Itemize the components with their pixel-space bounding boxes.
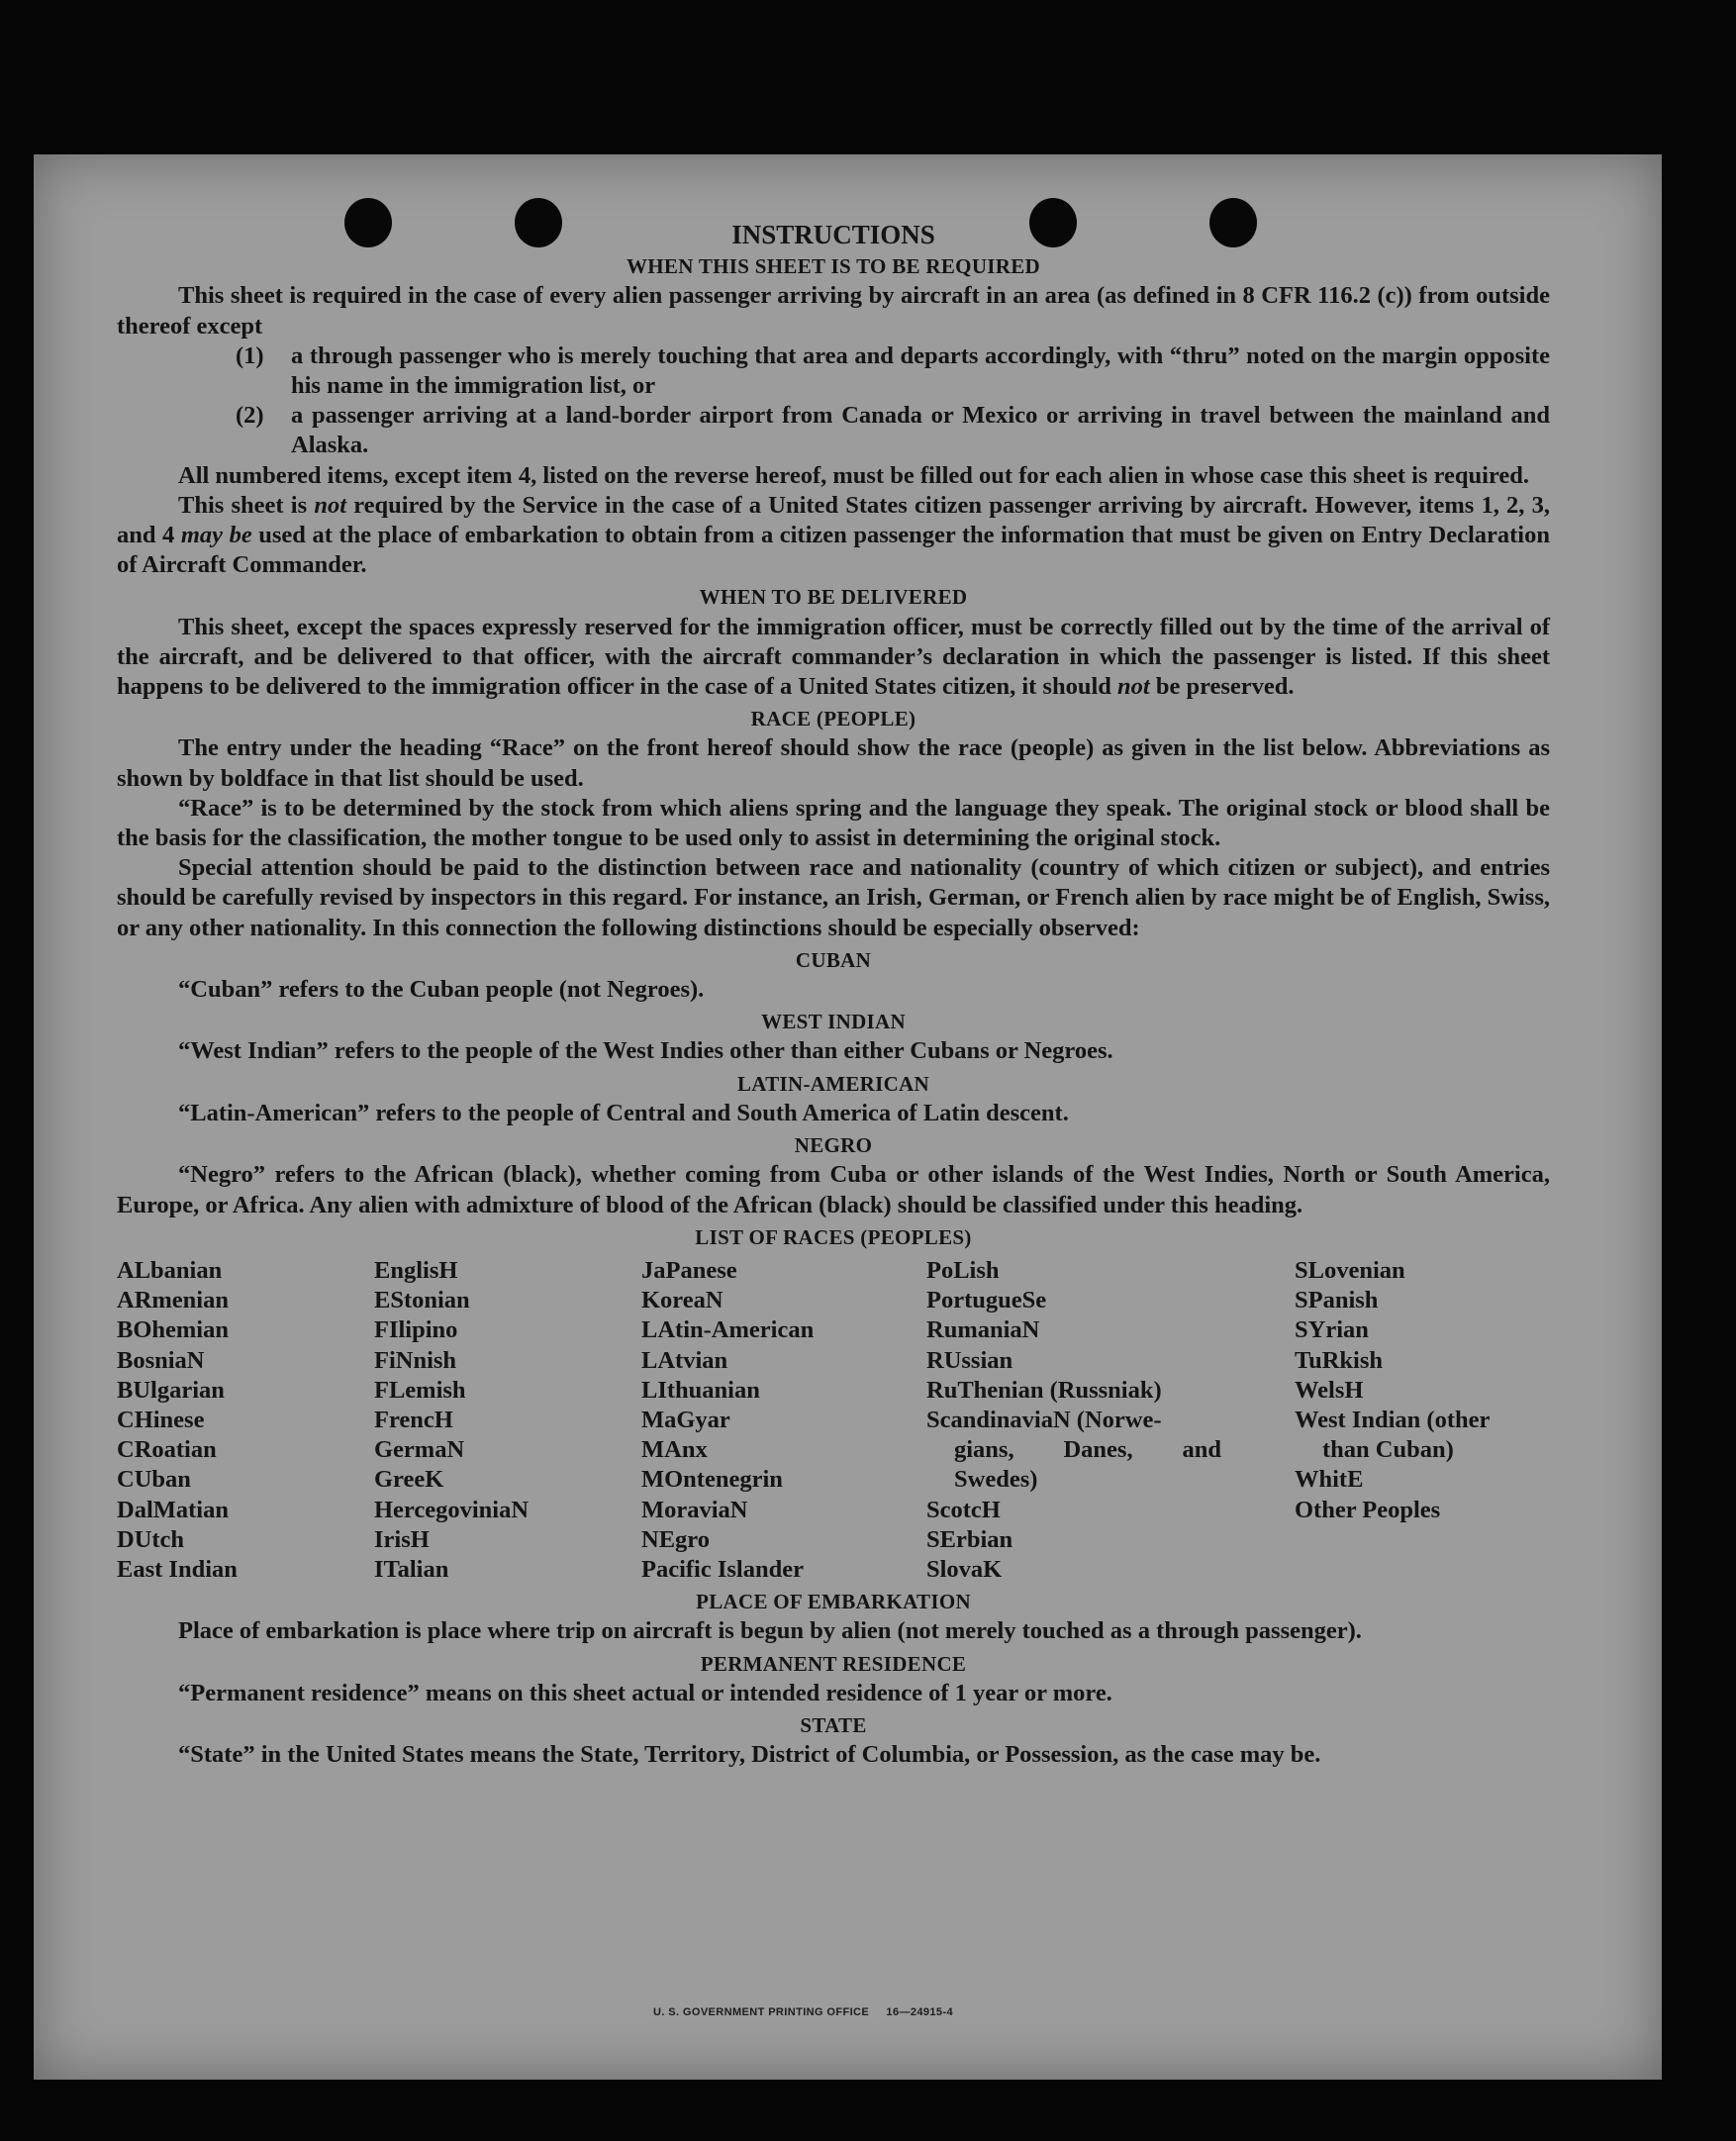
emphasis: not	[1117, 673, 1150, 701]
list-item-line: than Cuban)	[1322, 1436, 1454, 1464]
list-item: TuRkish	[1295, 1346, 1384, 1374]
list-item: SLovenian	[1295, 1256, 1405, 1284]
list-item: FrencH	[374, 1406, 453, 1433]
race-column-3	[641, 1256, 926, 1585]
item-text: a through passenger who is merely touching that area and departs accordingly, with “thru” noted on the margin opposite his name in the immigration list, or	[291, 341, 1550, 400]
text-run: used at the place of embarkation to obtain from a citizen passenger the information that must be given on Entry Declaration of Aircraft Commander.	[117, 522, 1550, 579]
list-item: RuThenian (Russniak)	[926, 1376, 1162, 1404]
list-item: HercegoviniaN	[374, 1496, 530, 1523]
item-text: a passenger arriving at a land-border airport from Canada or Mexico or arriving in travel between the mainland and Alaska.	[291, 402, 1550, 459]
list-item: WelsH	[1295, 1376, 1364, 1404]
list-item: BOhemian	[117, 1316, 229, 1344]
heading-negro: NEGRO	[794, 1133, 873, 1158]
paragraph: Place of embarkation is place where trip on aircraft is begun by alien (not merely touched as a through passenger).	[178, 1617, 1362, 1645]
list-item: MAnx	[641, 1436, 708, 1464]
list-item: FLemish	[374, 1376, 466, 1404]
list-item-line: West Indian (other	[1295, 1406, 1491, 1433]
list-item: CHinese	[117, 1406, 205, 1433]
heading-west-indian: WEST INDIAN	[761, 1010, 906, 1034]
list-item: CUban	[117, 1466, 191, 1494]
heading-race: RACE (PEOPLE)	[750, 707, 916, 731]
text-run: required by the Service in the case of a United States citizen passenger arriving by aircraft. However, items 1, 2, 3, and 4	[117, 491, 1551, 549]
paragraph: “Negro” refers to the African (black), whether coming from Cuba or other islands of the West Indies, North or South America, Europe, or Africa. Any alien with admixture of blood of the African (black) should be classified under this heading.	[117, 1161, 1550, 1218]
list-item: MaGyar	[641, 1406, 730, 1433]
paragraph: “Race” is to be determined by the stock from which aliens spring and the language they speak. The original stock or blood shall be the basis for the classification, the mother tongue to be used only to assist in determining the original stock.	[117, 794, 1550, 852]
list-item: ALbanian	[117, 1256, 223, 1284]
item-number: (1)	[236, 341, 264, 369]
list-item: FIlipino	[374, 1316, 458, 1344]
list-item: SPanish	[1295, 1287, 1379, 1314]
list-item: EnglisH	[374, 1256, 458, 1284]
paragraph: All numbered items, except item 4, listed on the reverse hereof, must be filled out for each alien in whose case this sheet is required.	[178, 461, 1530, 489]
bold-word: boldface	[220, 764, 309, 792]
list-item: MOntenegrin	[641, 1466, 783, 1494]
emphasis: not	[314, 491, 346, 519]
list-item	[117, 341, 1550, 401]
list-item: RUssian	[926, 1346, 1013, 1374]
list-item-line: gians, Danes, and	[954, 1436, 1221, 1464]
list-item: GreeK	[374, 1466, 444, 1494]
list-item: RumaniaN	[926, 1316, 1040, 1344]
race-column-5	[1295, 1256, 1550, 1585]
paragraph: This sheet is required in the case of every alien passenger arriving by aircraft in an area (as defined in 8 CFR 116.2 (c)) from outside thereof except	[117, 282, 1550, 340]
list-item: East Indian	[117, 1555, 238, 1583]
list-item: FiNnish	[374, 1346, 457, 1374]
paragraph	[117, 733, 1550, 793]
text-run: be preserved.	[1149, 673, 1295, 701]
list-item: ScotcH	[926, 1496, 1001, 1523]
printer-imprint: U. S. GOVERNMENT PRINTING OFFICE 16—24915-4	[653, 2006, 954, 2018]
list-item: PortugueSe	[926, 1287, 1047, 1314]
list-item: LAtvian	[641, 1346, 728, 1374]
paragraph: “Permanent residence” means on this sheet actual or intended residence of 1 year or more.	[178, 1679, 1112, 1706]
list-item	[1295, 1406, 1550, 1465]
emphasis: may be	[180, 522, 252, 549]
heading-embarkation: PLACE OF EMBARKATION	[696, 1590, 971, 1614]
list-item: ITalian	[374, 1555, 449, 1583]
heading-cuban: CUBAN	[795, 947, 872, 972]
paragraph: “Latin-American” refers to the people of Central and South America of Latin descent.	[178, 1099, 1069, 1126]
list-item	[117, 401, 1550, 460]
race-column-2	[374, 1256, 641, 1585]
heading-state: STATE	[800, 1712, 867, 1737]
list-item	[926, 1406, 1295, 1496]
list-item: EStonian	[374, 1287, 470, 1314]
paragraph: “State” in the United States means the State, Territory, District of Columbia, or Possession, as the case may be.	[178, 1741, 1321, 1769]
list-item: WhitE	[1295, 1466, 1364, 1494]
list-item-line: Swedes)	[954, 1466, 1038, 1494]
list-item: BUlgarian	[117, 1376, 225, 1404]
list-item: BosniaN	[117, 1346, 205, 1374]
heading-permanent-residence: PERMANENT RESIDENCE	[700, 1651, 967, 1676]
heading-delivered: WHEN TO BE DELIVERED	[699, 585, 968, 610]
item-number: (2)	[236, 402, 264, 430]
list-item: LAtin-American	[641, 1316, 815, 1344]
list-item: SlovaK	[926, 1555, 1003, 1583]
list-item: SYrian	[1295, 1316, 1369, 1344]
list-item: Pacific Islander	[641, 1555, 804, 1583]
list-item: DalMatian	[117, 1496, 229, 1523]
text-run: in that list should be used.	[308, 764, 584, 792]
race-column-1	[117, 1256, 374, 1585]
list-item: IrisH	[374, 1525, 430, 1553]
list-item: CRoatian	[117, 1436, 217, 1464]
paragraph	[117, 491, 1550, 581]
heading-latin-american: LATIN-AMERICAN	[737, 1071, 929, 1096]
race-list	[117, 1256, 1550, 1585]
list-item: DUtch	[117, 1525, 185, 1553]
list-item: MoraviaN	[641, 1496, 748, 1523]
instructions-content	[117, 220, 1550, 1770]
text-run: This sheet, except the spaces expressly reserved for the immigration officer, must be correctly filled out by the time of the arrival of the aircraft, and be delivered to that officer, with the aircraft commander’s declaration in which the passenger is listed. If this sheet happens to be delivered to the immigration officer in the case of a United States citizen, it should	[117, 613, 1550, 701]
list-item: Other Peoples	[1295, 1496, 1441, 1523]
list-item: LIthuanian	[641, 1376, 760, 1404]
list-item: PoLish	[926, 1256, 1000, 1284]
paragraph: “Cuban” refers to the Cuban people (not Negroes).	[178, 976, 705, 1004]
list-item: NEgro	[641, 1525, 710, 1553]
race-column-4	[926, 1256, 1295, 1585]
paragraph: Special attention should be paid to the distinction between race and nationality (country of which citizen or subject), and entries should be carefully revised by inspectors in this regard. For instance, an Irish, German, or French alien by race might be of English, Swiss, or any other nationality. In this connection the following distinctions should be especially observed:	[117, 854, 1550, 941]
heading-list-of-races: LIST OF RACES (PEOPLES)	[695, 1224, 972, 1249]
list-item: KoreaN	[641, 1287, 723, 1314]
paragraph: “West Indian” refers to the people of the West Indies other than either Cubans or Negroes.	[178, 1037, 1113, 1065]
text-run: This sheet is	[178, 491, 315, 519]
list-item: ARmenian	[117, 1287, 229, 1314]
list-item: GermaN	[374, 1436, 465, 1464]
list-item: SErbian	[926, 1525, 1013, 1553]
heading-required: WHEN THIS SHEET IS TO BE REQUIRED	[626, 254, 1040, 279]
text-run: The entry under the heading “Race” on the front hereof should show the race (people) as given in the list below. Abbreviations as shown by	[117, 734, 1550, 792]
list-item-line: ScandinaviaN (Norwe-	[926, 1406, 1162, 1433]
page-title: INSTRUCTIONS	[731, 220, 935, 249]
list-item: JaPanese	[641, 1256, 737, 1284]
paragraph	[117, 613, 1550, 703]
